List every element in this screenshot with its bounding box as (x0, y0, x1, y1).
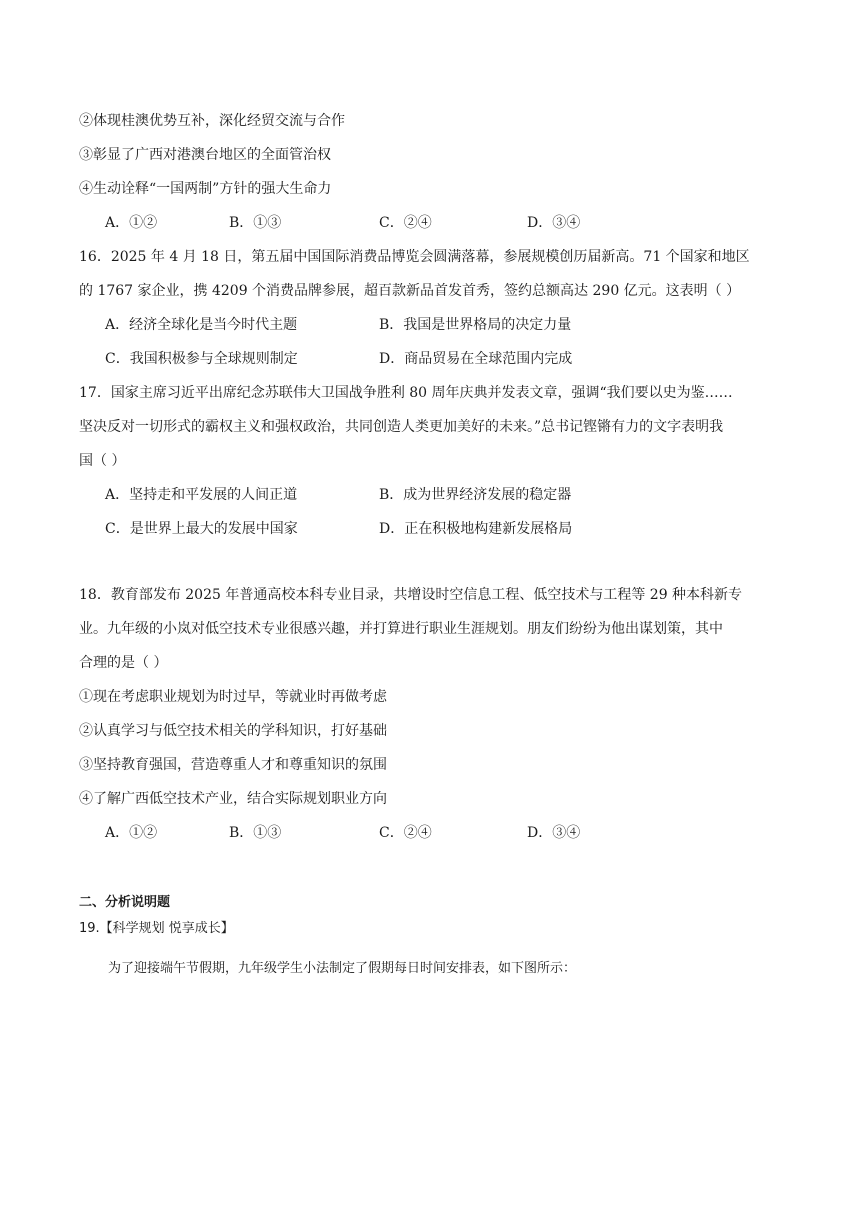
q16-option-d[interactable]: D．商品贸易在全球范围内完成 (379, 351, 573, 367)
q17-option-c[interactable]: C．是世界上最大的发展中国家 (105, 521, 298, 537)
q18-option-a[interactable]: A．①② (105, 825, 158, 841)
q17-stem-line-3: 国（ ） (79, 453, 126, 469)
q17-stem-line-1: 17．国家主席习近平出席纪念苏联伟大卫国战争胜利 80 周年庆典并发表文章，强调“我们要以史为鉴…… (79, 385, 733, 401)
q15-item-4: ④生动诠释“一国两制”方针的强大生命力 (79, 181, 332, 197)
q18-stem-line-1: 18．教育部发布 2025 年普通高校本科专业目录，共增设时空信息工程、低空技术与工程等 29 种本科新专 (79, 587, 743, 603)
q16-option-c[interactable]: C．我国积极参与全球规则制定 (105, 351, 298, 367)
q17-option-a[interactable]: A．坚持走和平发展的人间正道 (105, 487, 298, 503)
q18-stem-line-2: 业。九年级的小岚对低空技术专业很感兴趣，并打算进行职业生涯规划。朋友们纷纷为他出谋划策，其中 (79, 621, 723, 637)
q15-option-a[interactable]: A．①② (105, 215, 158, 231)
q15-item-2: ②体现桂澳优势互补，深化经贸交流与合作 (79, 113, 345, 129)
q16-option-b[interactable]: B．我国是世界格局的决定力量 (379, 317, 572, 333)
q18-item-3: ③坚持教育强国，营造尊重人才和尊重知识的氛围 (79, 757, 387, 773)
q18-option-c[interactable]: C．②④ (379, 825, 432, 841)
q16-stem-line-2: 的 1767 家企业，携 4209 个消费品牌参展，超百款新品首发首秀，签约总额高达 290 亿元。这表明（ ） (79, 283, 741, 299)
q16-option-a[interactable]: A．经济全球化是当今时代主题 (105, 317, 298, 333)
q15-option-d[interactable]: D．③④ (527, 215, 581, 231)
q18-option-b[interactable]: B．①③ (229, 825, 282, 841)
q15-item-3: ③彰显了广西对港澳台地区的全面管治权 (79, 147, 331, 163)
q19-title: 19.【科学规划 悦享成长】 (79, 921, 234, 936)
q19-intro: 为了迎接端午节假期，九年级学生小法制定了假期每日时间安排表，如下图所示： (108, 961, 577, 976)
q15-option-c[interactable]: C．②④ (379, 215, 432, 231)
section-2-title: 二、分析说明题 (79, 895, 171, 910)
q18-item-1: ①现在考虑职业规划为时过早，等就业时再做考虑 (79, 689, 387, 705)
q18-item-2: ②认真学习与低空技术相关的学科知识，打好基础 (79, 723, 387, 739)
q17-option-d[interactable]: D．正在积极地构建新发展格局 (379, 521, 573, 537)
q17-stem-line-2: 坚决反对一切形式的霸权主义和强权政治，共同创造人类更加美好的未来。”总书记铿锵有力的文字表明我 (79, 419, 724, 435)
q18-option-d[interactable]: D．③④ (527, 825, 581, 841)
q15-option-b[interactable]: B．①③ (229, 215, 282, 231)
q17-option-b[interactable]: B．成为世界经济发展的稳定器 (379, 487, 572, 503)
q18-item-4: ④了解广西低空技术产业，结合实际规划职业方向 (79, 791, 387, 807)
q16-stem-line-1: 16．2025 年 4 月 18 日，第五届中国国际消费品博览会圆满落幕，参展规模创历届新高。71 个国家和地区 (79, 249, 750, 265)
q18-stem-line-3: 合理的是（ ） (79, 655, 168, 671)
